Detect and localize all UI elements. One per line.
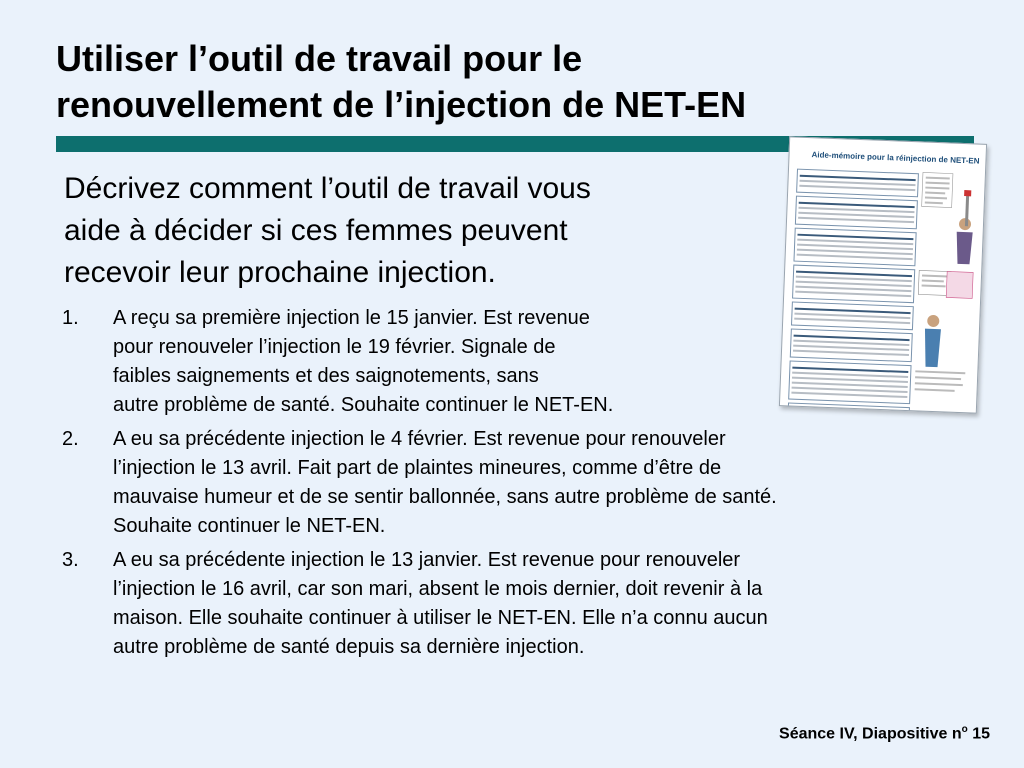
footer-label: Séance IV, Diapositive n	[779, 725, 962, 743]
case-item	[60, 425, 980, 541]
case-number: 1.	[62, 307, 79, 329]
instructions-line: Décrivez comment l’outil de travail vous	[64, 172, 591, 205]
slide-footer	[779, 724, 990, 743]
job-aid-title: Aide-mémoire pour la réinjection de NET-EN	[811, 150, 980, 166]
case-list	[60, 304, 980, 667]
job-aid-step	[795, 196, 918, 230]
job-aid-step	[793, 228, 916, 267]
case-line: A eu sa précédente injection le 13 janvier. Est revenue pour renouveler	[113, 549, 741, 571]
case-number: 3.	[62, 549, 79, 571]
case-line: faibles saignements et des saignotements, sans	[113, 365, 539, 387]
slide-title-line: Utiliser l’outil de travail pour le	[56, 38, 583, 79]
footer-superscript: o	[961, 724, 968, 735]
slide-title	[56, 36, 976, 128]
case-number: 2.	[62, 428, 79, 450]
case-line: autre problème de santé depuis sa dernière injection.	[113, 636, 585, 658]
case-line: Souhaite continuer le NET-EN.	[113, 515, 386, 537]
case-line: maison. Elle souhaite continuer à utiliser le NET-EN. Elle n’a connu aucun	[113, 607, 768, 629]
job-aid-step	[792, 265, 915, 304]
case-line: A eu sa précédente injection le 4 février. Est revenue pour renouveler	[113, 428, 726, 450]
case-line: autre problème de santé. Souhaite continuer le NET-EN.	[113, 394, 614, 416]
job-aid-step	[796, 169, 919, 198]
case-line: A reçu sa première injection le 15 janvier. Est revenue	[113, 307, 590, 329]
footer-page-number: 15	[967, 725, 990, 743]
case-line: l’injection le 13 avril. Fait part de plaintes mineures, comme d’être de	[113, 457, 722, 479]
instructions-line: aide à décider si ces femmes peuvent	[64, 214, 568, 247]
instructions-text	[64, 168, 764, 294]
case-line: pour renouveler l’injection le 19 février. Signale de	[113, 336, 556, 358]
instructions-line: recevoir leur prochaine injection.	[64, 256, 496, 289]
case-item	[60, 304, 980, 420]
case-line: mauvaise humeur et de se sentir ballonnée, sans autre problème de santé.	[113, 486, 777, 508]
case-line: l’injection le 16 avril, car son mari, absent le mois dernier, doit revenir à la	[113, 578, 763, 600]
slide-title-line: renouvellement de l’injection de NET-EN	[56, 84, 747, 125]
case-item	[60, 546, 980, 662]
